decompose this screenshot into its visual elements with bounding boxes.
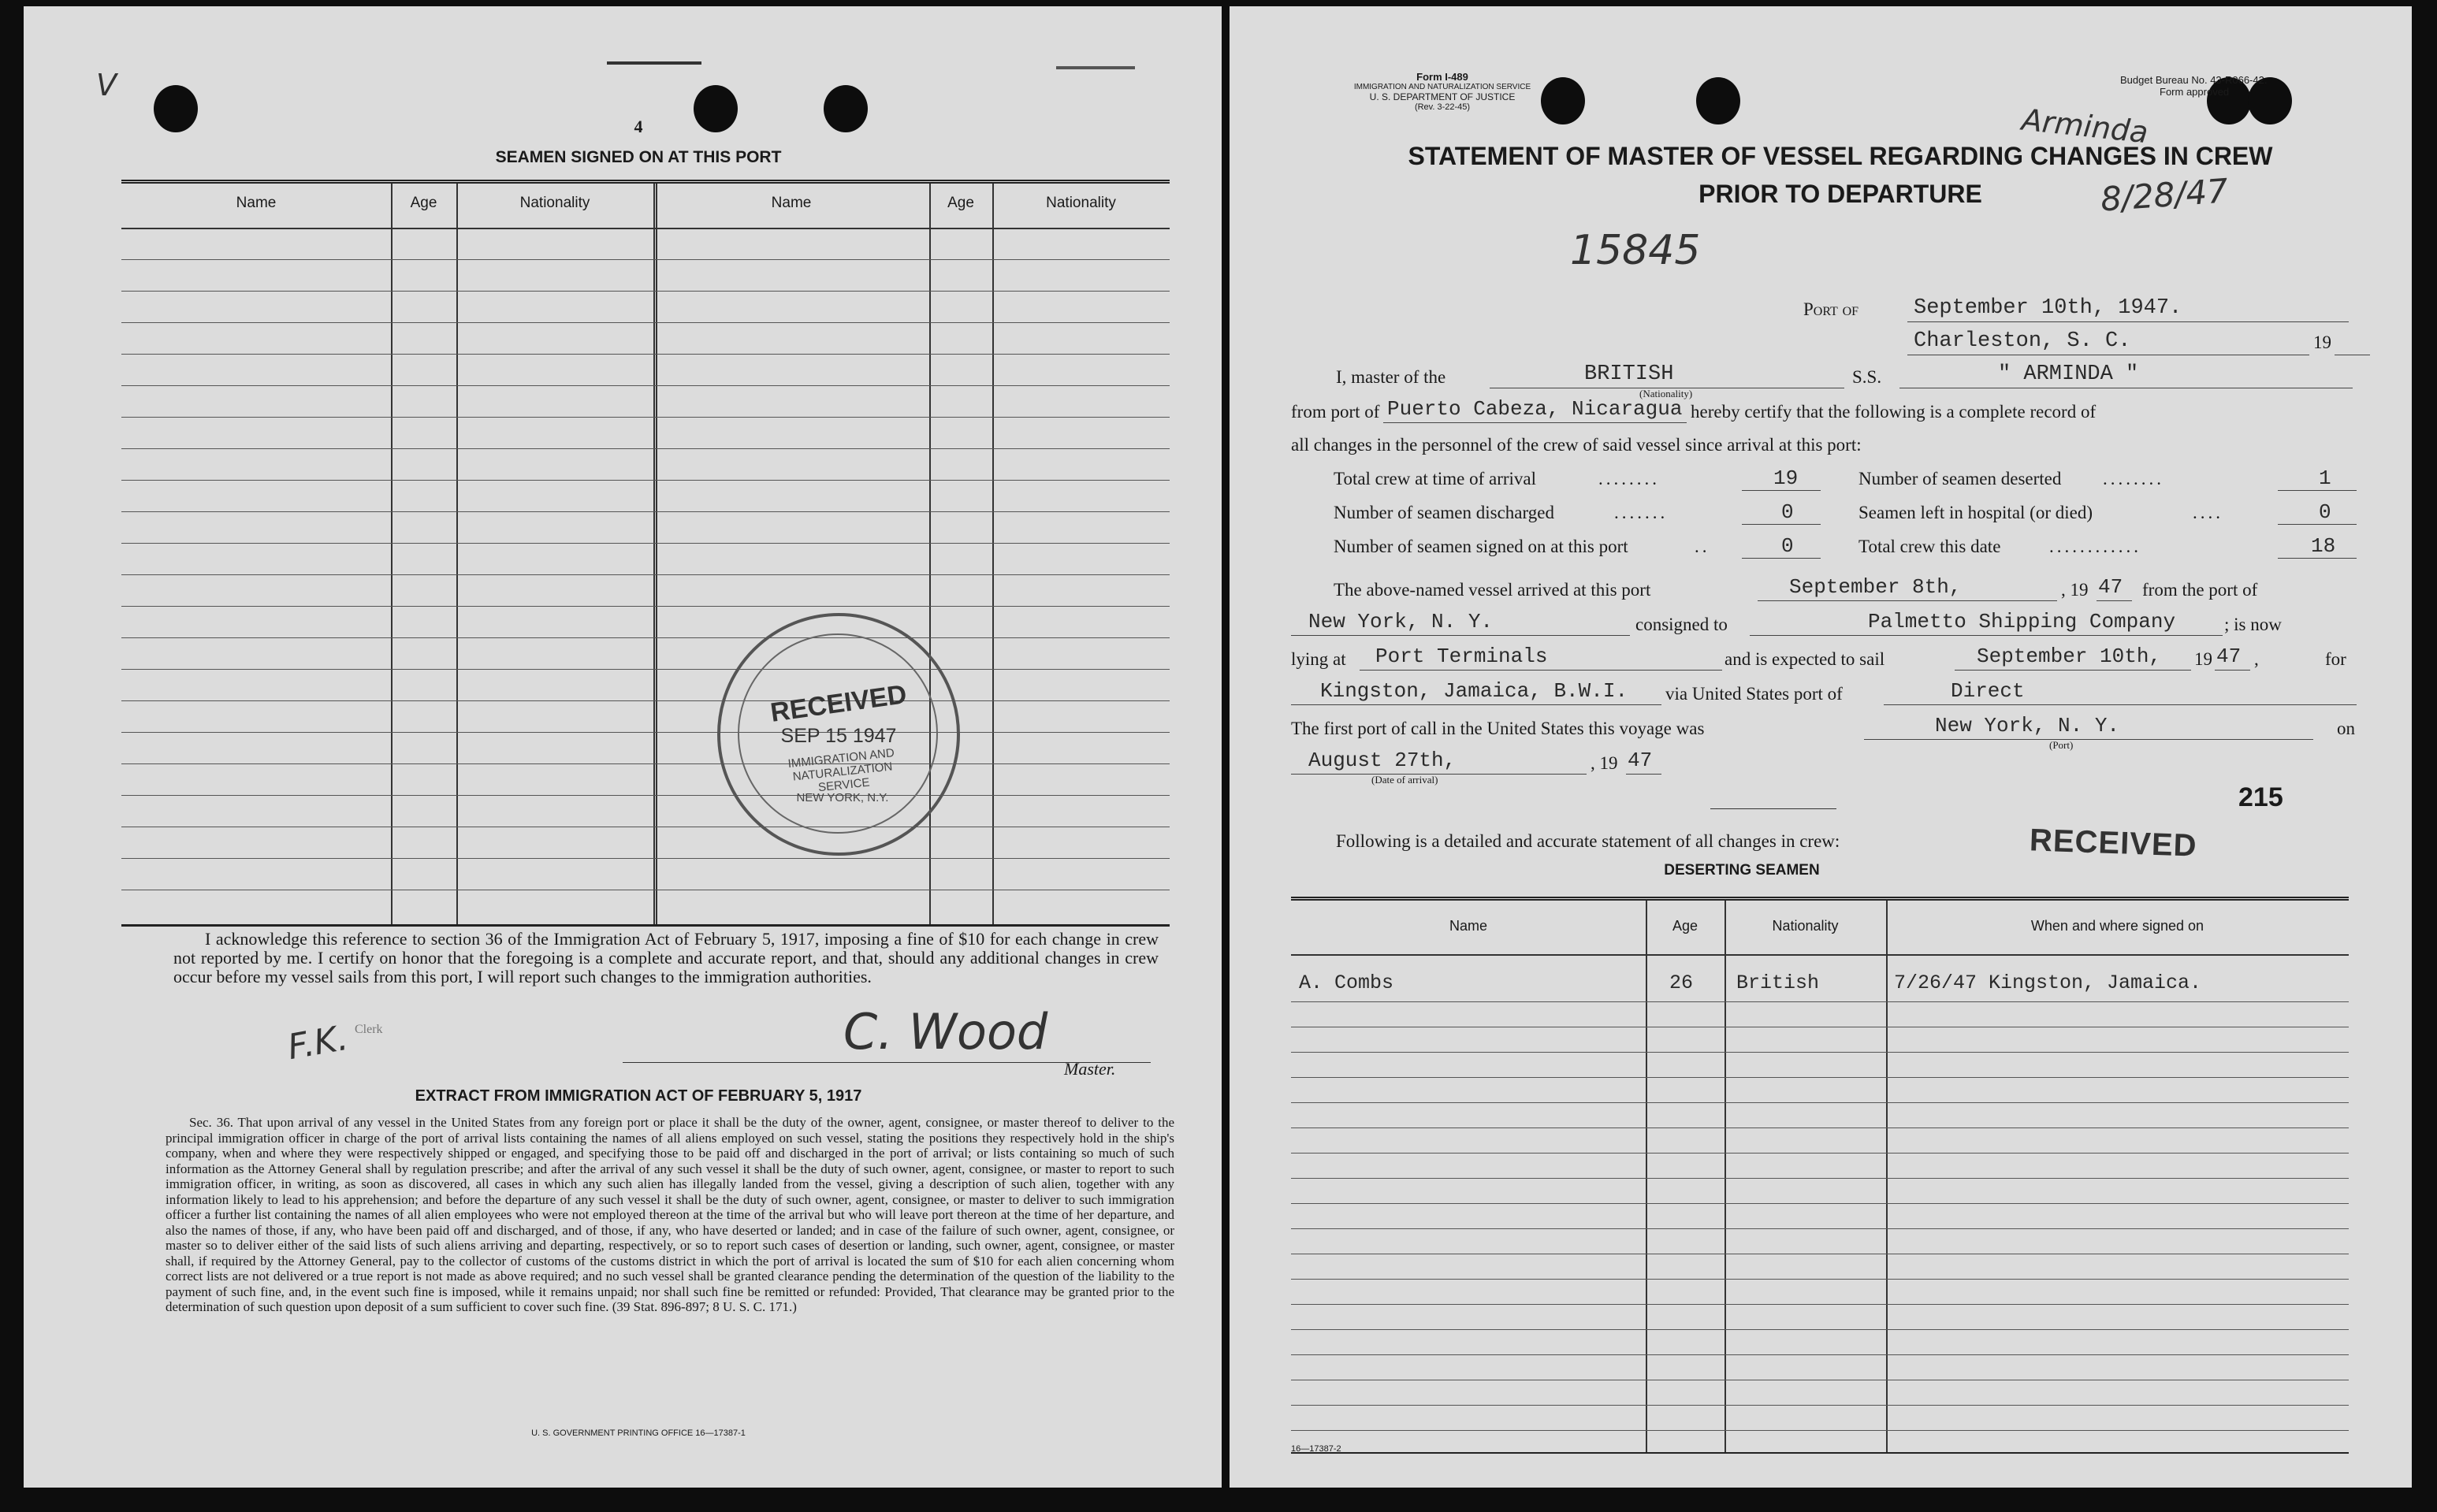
handwritten-number: 15845 (1570, 227, 1701, 274)
via-label: via United States port of (1665, 684, 1843, 704)
col-header-age-2: Age (947, 195, 974, 211)
form-title: STATEMENT OF MASTER OF VESSEL REGARDING CHANGES IN CREW (1408, 142, 2273, 170)
rule (1710, 808, 1836, 809)
punch-hole (824, 85, 868, 132)
port-caption: (Port) (2049, 739, 2074, 751)
deserting-title: DESERTING SEAMEN (1664, 862, 1820, 879)
arrived-date: September 8th, (1789, 575, 1962, 599)
col-header-nationality: Nationality (1772, 918, 1839, 934)
form-block (1293, 71, 1592, 112)
punch-hole (1696, 77, 1740, 124)
revision: (Rev. 3-22-45) (1414, 102, 1471, 112)
pencil-stroke (1056, 66, 1135, 69)
port-place: Charleston, S. C. (1914, 329, 2131, 353)
total-crew-arrival-label: Total crew at time of arrival (1334, 469, 1537, 489)
certify-text-2: all changes in the personnel of the crew of said vessel since arrival at this port: (1291, 435, 1862, 455)
punch-hole (154, 85, 198, 132)
initials: F.K. (285, 1017, 352, 1068)
year-prefix: 19 (2313, 332, 2331, 352)
row-age: 26 (1669, 971, 1694, 994)
master-signature: C. Wood (843, 1003, 1048, 1061)
signed-on-count: 0 (1781, 534, 1794, 558)
budget-block (2120, 74, 2372, 98)
master-of-label: I, master of the (1336, 367, 1446, 387)
acknowledgement-text: I acknowledge this reference to section 36 of the Immigration Act of February 5, 1917, imposing a fine of $10 for each change in crew not reported by me. I certify on honor that the foregoing is a complete and accurate report, and that, should any additional changes in crew occur before my vessel sails from this port, I will report such changes to the immigration authorities. (173, 929, 1159, 986)
sail-date: September 10th, (1977, 645, 2162, 668)
number-215: 215 (2238, 782, 2283, 812)
form-subtitle: PRIOR TO DEPARTURE (1698, 180, 1982, 208)
from-port-label: from port of (1291, 402, 1380, 422)
origin-port: New York, N. Y. (1308, 610, 1494, 633)
seamen-signed-on-table (121, 180, 1170, 927)
corner-mark: V (96, 68, 117, 102)
first-port: New York, N. Y. (1935, 714, 2120, 737)
budget-number: Budget Bureau No. 43-R066-42. (2120, 74, 2268, 86)
stamp-place: NEW YORK, N.Y. (796, 791, 889, 804)
lying-at: Port Terminals (1375, 645, 1548, 668)
col-header-name-2: Name (771, 195, 812, 211)
ss-label: S.S. (1852, 367, 1882, 387)
deserting-seamen-table (1291, 897, 2349, 1454)
first-port-label: The first port of call in the United States this voyage was (1291, 719, 1705, 738)
stamp-date: SEP 15 1947 (780, 725, 897, 747)
row-name: A. Combs (1299, 971, 1394, 994)
from-port: Puerto Cabeza, Nicaragua (1387, 397, 1683, 421)
col-header-nationality: Nationality (519, 195, 590, 211)
certify-text-1: hereby certify that the following is a complete record of (1691, 402, 2097, 422)
col-header-age: Age (1672, 918, 1698, 934)
form-approved: Form approved (2160, 86, 2230, 98)
left-footer: U. S. GOVERNMENT PRINTING OFFICE 16—17387-1 (531, 1428, 746, 1438)
arrived-label: The above-named vessel arrived at this port (1334, 580, 1651, 600)
extract-title: EXTRACT FROM IMMIGRATION ACT OF FEBRUARY 5, 1917 (415, 1087, 862, 1105)
row-when-where: 7/26/47 Kingston, Jamaica. (1894, 971, 2202, 994)
first-port-date: August 27th, (1308, 749, 1457, 772)
hospital-label: Seamen left in hospital (or died) (1858, 503, 2093, 522)
deserted-label: Number of seamen deserted (1858, 469, 2062, 489)
is-now-label: ; is now (2224, 615, 2282, 634)
received-stamp: RECEIVED (2029, 823, 2198, 864)
first-port-year: 47 (1628, 749, 1653, 772)
clerk-note: Clerk (355, 1023, 383, 1036)
handwritten-date: 8/28/47 (2099, 171, 2230, 219)
from-port-of-label: from the port of (2142, 580, 2258, 600)
following-text: Following is a detailed and accurate statement of all changes in crew: (1336, 831, 1840, 851)
consignee: Palmetto Shipping Company (1868, 610, 2176, 633)
punch-hole (694, 85, 738, 132)
expected-label: and is expected to sail (1725, 649, 1885, 669)
consigned-label: consigned to (1635, 615, 1728, 634)
on-label: on (2337, 719, 2355, 738)
for-label: for (2325, 649, 2346, 669)
sail-year: 47 (2216, 645, 2242, 668)
form-number: Form I-489 (1416, 71, 1468, 83)
total-today: 18 (2311, 534, 2336, 558)
col-header-nationality-2: Nationality (1046, 195, 1116, 211)
right-footer: 16—17387-2 (1291, 1444, 1341, 1454)
total-today-label: Total crew this date (1858, 537, 2001, 556)
handwritten-vessel: Arminda (2020, 102, 2150, 150)
col-header-when-where: When and where signed on (2030, 918, 2204, 934)
col-header-name: Name (1449, 918, 1487, 934)
signed-on-label: Number of seamen signed on at this port (1334, 537, 1628, 556)
stamp-agency: IMMIGRATION AND NATURALIZATION SERVICE (787, 746, 895, 795)
vessel-nationality: BRITISH (1584, 362, 1674, 386)
col-header-name: Name (236, 195, 277, 211)
pencil-stroke (607, 61, 701, 65)
master-label: Master. (1064, 1059, 1116, 1079)
arrived-year: 47 (2098, 575, 2123, 599)
extract-text: Sec. 36. That upon arrival of any vessel in the United States from any foreign port or place it shall be the duty of the owner, agent, consignee, or master thereof to deliver to the principal immigration officer in charge of the port of arrival lists containing the names of all aliens employed on such vessel, stating the positions they respectively hold in the ship's company, when and where they were respectively shipped or engaged, and specifying those to be paid off and discharged in the port of arrival; or lists containing so much of such information as the Attorney General shall by regulation prescribe; and after the arrival of any such vessel it shall be the duty of such owner, agent, consignee, or master to report to such immigration officer, in writing, as soon as discovered, all cases in which any such alien has illegally landed from the vessel, giving a description of such alien, together with any information likely to lead to his apprehension; and before the departure of any such vessel it shall be the duty of such owner, agent, consignee, or master to deliver to such immigration officer a further list containing the names of all alien employees who were not employed thereon at the time of the arrival but who will leave port thereon at the time of her departure, and also the names of those, if any, who have been paid off and discharged, and of those, if any, who have deserted or landed; and in case of the failure of such owner, agent, consignee, or master so to deliver either of the said lists of such aliens arriving and departing, respectively, or so to report such cases of desertion or landing, such owner, agent, consignee, or master shall, if required by the Attorney General, pay to the collector of customs of the customs district in which the port of arrival is located the sum of $10 for each alien concerning whom correct lists are not delivered or a true report is not made as above required; and no such vessel shall be granted clearance pending the determination of the question of the liability to the payment of such fine, and, in the event such fine is imposed, while it remains unpaid; nor shall such fine be remitted or refunded: Provided, That clearance may be granted prior to the determination of such question upon deposit of a sum sufficient to cover such fine. (39 Stat. 896-897; 8 U. S. C. 171.) (166, 1115, 1174, 1314)
agency-line-2: U. S. DEPARTMENT OF JUSTICE (1369, 91, 1516, 102)
left-page (24, 6, 1222, 1488)
port-of-label: Port of (1803, 299, 1859, 319)
section-title: SEAMEN SIGNED ON AT THIS PORT (495, 148, 782, 166)
nationality-caption: (Nationality) (1639, 388, 1693, 399)
total-crew-arrival: 19 (1773, 466, 1799, 490)
stamp-received: RECEIVED (768, 679, 909, 728)
discharged-count: 0 (1781, 500, 1794, 524)
received-stamp-circle (717, 613, 960, 856)
agency-line-1: IMMIGRATION AND NATURALIZATION SERVICE (1353, 83, 1531, 91)
row-nationality: British (1736, 971, 1820, 994)
date-caption: (Date of arrival) (1371, 774, 1438, 786)
hospital-count: 0 (2319, 500, 2331, 524)
via-port: Direct (1951, 679, 2025, 703)
port-date: September 10th, 1947. (1914, 296, 2182, 320)
deserted-count: 1 (2319, 466, 2331, 490)
right-page: Form I-489 IMMIGRATION AND NATURALIZATION SERVICE U. S. DEPARTMENT OF JUSTICE (Rev. 3-22-45) Budget Bureau No. 43-R066-42. Form approved Arminda 8/28/47 STATEMENT OF MASTER OF VESSEL REGARDING CHANGES IN CREW PRIOR TO DEPARTURE 15845 Port of September 10th, 1947. Charleston, S. C. 19 I, master of the BRITISH (Nationality) S.S. " ARMINDA " from port of Puerto Cabeza, Nicaragua hereby certify that the following is a complete record of all changes in the personnel of the crew of said vessel since arrival at this port: Total crew at time of arrival ........ 19 Number of seamen deserted ........ 1 Number of seamen discharged ....... 0 Seamen left in hospital (or died) .... 0 Number of seamen signed on at this port .. 0 Total crew this date ............ 18 The above-named vessel arrived at this port September 8th, , 19 47 from the port of New York, N. Y. consigned to Palmetto Shipping Company ; is now lying at Port Terminals and is expected to sail September 10th, 19 47 , for Kingston, Jamaica, B.W.I. via United States port of Direct The first port of call in the United States this voyage was New York, N. Y. (Port) on August 27th, (Date of arrival) , 19 47 215 Following is a detailed and accurate statement of all changes in crew: RECEIVED DESERTING SEAMEN Name Age Nationality When and where signed on A. Combs 26 British 7/26/47 Kingston, Jamaica. 16—17387-2 (1230, 6, 2412, 1488)
vessel-name: " ARMINDA " (1998, 362, 2139, 386)
discharged-label: Number of seamen discharged (1334, 503, 1554, 522)
lying-at-label: lying at (1291, 649, 1346, 669)
destination: Kingston, Jamaica, B.W.I. (1320, 679, 1628, 703)
page-number: 4 (634, 117, 643, 136)
col-header-age: Age (410, 195, 437, 211)
